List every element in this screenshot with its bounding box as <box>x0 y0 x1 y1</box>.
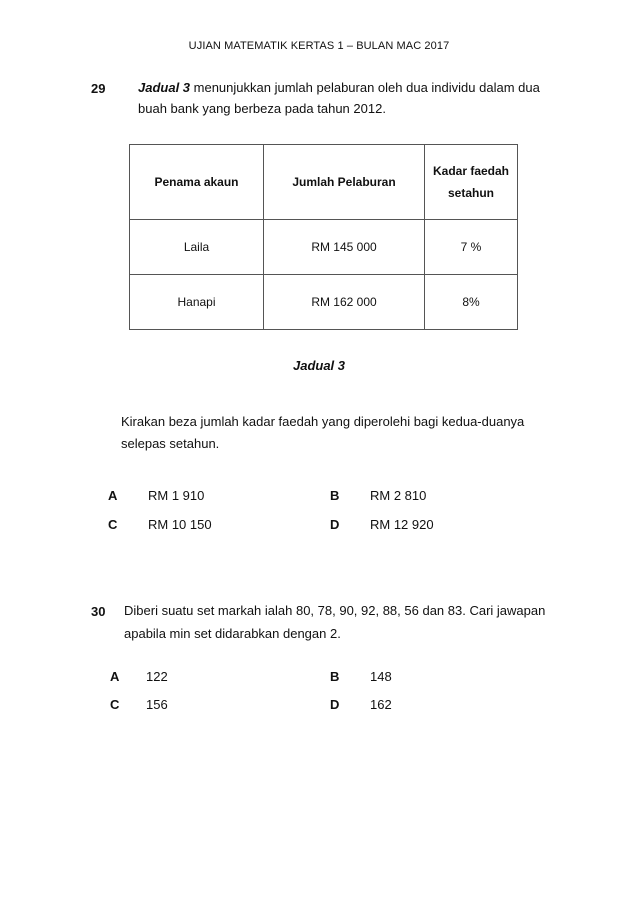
table-reference: Jadual 3 <box>138 80 191 95</box>
question-30-stem-line-1: Diberi suatu set markah ialah 80, 78, 90, 92, 88, 56 dan 83. Cari jawapan <box>124 603 546 618</box>
investment-table <box>129 144 518 330</box>
stem-text: menunjukkan jumlah pelaburan oleh dua individu dalam dua <box>190 80 540 95</box>
question-30-stem-line-2: apabila min set didarabkan dengan 2. <box>124 626 341 641</box>
question-29-stem-line-2: buah bank yang berbeza pada tahun 2012. <box>138 101 386 116</box>
option-a-value[interactable]: 122 <box>146 669 168 684</box>
cell-amount: RM 145 000 <box>264 220 425 275</box>
page-header: UJIAN MATEMATIK KERTAS 1 – BULAN MAC 2017 <box>188 40 450 52</box>
question-29-prompt-line-2: selepas setahun. <box>121 436 220 451</box>
option-a-label[interactable]: A <box>110 669 120 684</box>
table-row <box>130 220 518 275</box>
cell-rate: 8% <box>425 275 518 330</box>
option-c-label[interactable]: C <box>108 517 118 532</box>
option-d-value[interactable]: RM 12 920 <box>370 517 434 532</box>
option-c-value[interactable]: RM 10 150 <box>148 517 212 532</box>
option-c-label[interactable]: C <box>110 697 120 712</box>
cell-amount: RM 162 000 <box>264 275 425 330</box>
option-d-label[interactable]: D <box>330 697 340 712</box>
question-30-number: 30 <box>91 604 106 619</box>
option-b-value[interactable]: RM 2 810 <box>370 488 427 503</box>
question-29-number: 29 <box>91 81 106 96</box>
option-c-value[interactable]: 156 <box>146 697 168 712</box>
option-b-label[interactable]: B <box>330 488 340 503</box>
option-b-label[interactable]: B <box>330 669 340 684</box>
header-annual-interest-rate: Kadar faedah setahun <box>425 145 518 220</box>
option-b-value[interactable]: 148 <box>370 669 392 684</box>
option-d-value[interactable]: 162 <box>370 697 392 712</box>
option-a-value[interactable]: RM 1 910 <box>148 488 205 503</box>
cell-name: Hanapi <box>130 275 264 330</box>
question-29-stem-line-1 <box>138 81 540 94</box>
table-row <box>130 275 518 330</box>
option-a-label[interactable]: A <box>108 488 118 503</box>
header-account-name: Penama akaun <box>130 145 264 220</box>
cell-name: Laila <box>130 220 264 275</box>
option-d-label[interactable]: D <box>330 517 340 532</box>
question-29-prompt-line-1: Kirakan beza jumlah kadar faedah yang diperolehi bagi kedua-duanya <box>121 414 525 429</box>
table-header-row <box>130 145 518 220</box>
cell-rate: 7 % <box>425 220 518 275</box>
header-investment-amount: Jumlah Pelaburan <box>264 145 425 220</box>
table-caption: Jadual 3 <box>292 358 346 373</box>
